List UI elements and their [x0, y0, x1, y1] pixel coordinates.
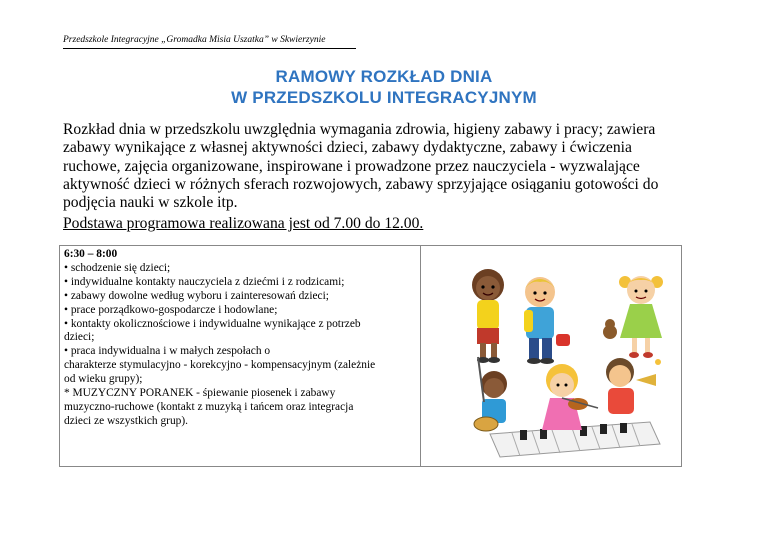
- schedule-item: dzieci ze wszystkich grup).: [64, 414, 188, 427]
- intro-line: aktywność dzieci w różnych sferach rozwojowych, zabawy sprzyjające osiąganiu gotowości do: [63, 175, 659, 193]
- musician-figure-drummer: [474, 357, 507, 431]
- intro-line: Rozkład dnia w przedszkolu uwzględnia wymagania zdrowia, higieny zabawy i pracy; zawiera: [63, 121, 656, 138]
- schedule-table: [59, 245, 682, 467]
- page-title-line-2: W PRZEDSZKOLU INTEGRACYJNYM: [231, 88, 537, 107]
- schedule-item: • schodzenie się dzieci;: [64, 261, 171, 274]
- document-header: Przedszkole Integracyjne „Gromadka Misia Uszatka” w Skwierzynie: [63, 35, 356, 49]
- schedule-item: od wieku grupy);: [64, 373, 143, 386]
- column-divider: [420, 246, 421, 466]
- schedule-cell: [64, 248, 419, 429]
- schedule-item: • zabawy dowolne według wyboru i zainteresowań dzieci;: [64, 289, 329, 302]
- child-figure-middle: [524, 277, 570, 364]
- intro-paragraph: [63, 121, 713, 212]
- curriculum-basis-note: Podstawa programowa realizowana jest od 7.00 do 12.00.: [63, 215, 424, 232]
- intro-line: ruchowe, zajęcia organizowane, inspirowane i prowadzone przez nauczyciela - wyzwalające: [63, 157, 640, 175]
- intro-line: zabawy wynikające z własnej aktywności dzieci, zabawy dydaktyczne, zabawy i ćwiczenia: [63, 139, 632, 157]
- child-figure-left: [472, 269, 504, 363]
- schedule-item: • kontakty okolicznościowe i indywidualne wynikające z potrzeb: [64, 317, 361, 330]
- schedule-item: • praca indywidualna i w małych zespołach o: [64, 345, 271, 358]
- schedule-item: • indywidualne kontakty nauczyciela z dziećmi i z rodzicami;: [64, 275, 345, 288]
- children-illustration: [450, 252, 672, 462]
- schedule-item: * MUZYCZNY PORANEK - śpiewanie piosenek i zabawy: [64, 387, 336, 400]
- time-range: 6:30 – 8:00: [64, 248, 118, 260]
- page-title-line-1: RAMOWY ROZKŁAD DNIA: [275, 67, 493, 86]
- schedule-item: • prace porządkowo-gospodarcze i hodowlane;: [64, 303, 278, 316]
- schedule-item: muzyczno-ruchowe (kontakt z muzyką i tańcem oraz integracja: [64, 400, 354, 413]
- musician-figure-violinist: [542, 364, 598, 430]
- schedule-item: dzieci;: [64, 331, 95, 344]
- schedule-item: charakterze stymulacyjno - korekcyjno - kompensacyjnym (zależnie: [64, 359, 376, 372]
- intro-line: podjęcia nauki w szkole itp.: [63, 194, 238, 212]
- musician-figure-trumpeter: [606, 358, 661, 414]
- child-figure-right: [603, 276, 663, 358]
